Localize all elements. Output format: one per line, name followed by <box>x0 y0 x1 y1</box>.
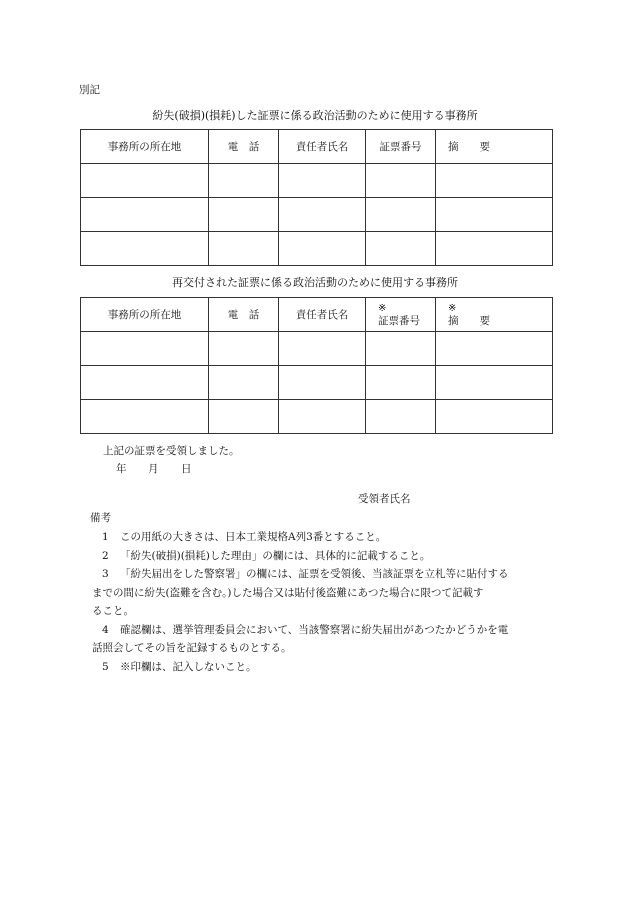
note-number: 2 <box>102 549 109 562</box>
header-summary <box>436 298 553 332</box>
table-cell[interactable] <box>81 198 209 232</box>
date-month-label: 月 <box>148 463 159 475</box>
table-cell[interactable] <box>209 332 279 366</box>
header-location: 事務所の所在地 <box>81 130 209 164</box>
table-cell[interactable] <box>279 332 366 366</box>
table-cell[interactable] <box>81 232 209 266</box>
note-text: この用紙の大きさは、日本工業規格A列3番とすること。 <box>120 531 387 543</box>
table-row <box>81 366 553 400</box>
list-item <box>78 565 558 621</box>
table-cell[interactable] <box>436 366 553 400</box>
table-cell[interactable] <box>279 232 366 266</box>
table-row <box>81 400 553 434</box>
notes-title: 備考 <box>90 512 111 524</box>
header-cert-no: 証票番号 <box>366 130 436 164</box>
notes-list <box>78 528 558 676</box>
note-continuation: ること。 <box>92 605 134 617</box>
table-header-row <box>81 298 553 332</box>
table-cell[interactable] <box>366 332 436 366</box>
reference-mark: ※ <box>448 302 457 314</box>
note-continuation: 話照会してその旨を記録するものとする。 <box>92 642 292 654</box>
table-cell[interactable] <box>81 164 209 198</box>
table-row <box>81 332 553 366</box>
reissued-certificate-table <box>80 297 553 434</box>
header-responsible: 責任者氏名 <box>279 298 366 332</box>
note-continuation: までの間に紛失(盗難を含む。)した場合又は貼付後盗難にあつた場合に限つて記載す <box>92 586 484 599</box>
note-number: 5 <box>102 660 109 673</box>
note-text: 確認欄は、選挙管理委員会において、当該警察署に紛失届出があつたかどうかを電 <box>120 623 509 636</box>
appendix-label: 別記 <box>79 84 100 96</box>
table-cell[interactable] <box>366 198 436 232</box>
table-cell[interactable] <box>436 400 553 434</box>
list-item <box>78 658 558 677</box>
table-cell[interactable] <box>209 164 279 198</box>
table-cell[interactable] <box>366 232 436 266</box>
table-cell[interactable] <box>436 164 553 198</box>
table-cell[interactable] <box>209 198 279 232</box>
note-text: ※印欄は、記入しないこと。 <box>120 660 257 673</box>
header-summary-text: 摘 要 <box>448 314 490 327</box>
table-cell[interactable] <box>436 232 553 266</box>
receipt-statement: 上記の証票を受領しました。 <box>103 445 240 457</box>
table-cell[interactable] <box>81 366 209 400</box>
note-text: 「紛失届出をした警察署」の欄には、証票を受領後、当該証票を立札等に貼付する <box>120 568 509 580</box>
note-number: 1 <box>102 531 109 543</box>
header-cert-no-text: 証票番号 <box>378 314 420 327</box>
table-cell[interactable] <box>279 400 366 434</box>
table-row <box>81 198 553 232</box>
header-cert-no <box>366 298 436 332</box>
note-number: 4 <box>102 623 109 636</box>
table-cell[interactable] <box>209 400 279 434</box>
table-cell[interactable] <box>209 366 279 400</box>
recipient-name-label: 受領者氏名 <box>358 493 411 505</box>
section2-title: 再交付された証票に係る政治活動のために使用する事務所 <box>172 276 458 289</box>
table-cell[interactable] <box>366 400 436 434</box>
header-summary-text: 摘 要 <box>448 141 490 153</box>
table-cell[interactable] <box>279 198 366 232</box>
list-item <box>78 547 558 566</box>
table-row <box>81 232 553 266</box>
note-number: 3 <box>102 568 109 580</box>
header-responsible: 責任者氏名 <box>279 130 366 164</box>
reference-mark: ※ <box>378 302 387 314</box>
table-cell[interactable] <box>81 332 209 366</box>
list-item <box>78 528 558 547</box>
table-cell[interactable] <box>209 232 279 266</box>
table-cell[interactable] <box>366 164 436 198</box>
header-phone: 電 話 <box>209 130 279 164</box>
list-item <box>78 621 558 658</box>
table-cell[interactable] <box>279 164 366 198</box>
table-cell[interactable] <box>279 366 366 400</box>
header-location: 事務所の所在地 <box>81 298 209 332</box>
table-cell[interactable] <box>436 332 553 366</box>
date-year-label: 年 <box>116 463 127 475</box>
table-cell[interactable] <box>436 198 553 232</box>
table-row <box>81 164 553 198</box>
table-header-row <box>81 130 553 164</box>
date-day-label: 日 <box>181 463 192 475</box>
table-cell[interactable] <box>366 366 436 400</box>
table-cell[interactable] <box>81 400 209 434</box>
note-text: 「紛失(破損)(損耗)した理由」の欄には、具体的に記載すること。 <box>120 549 431 562</box>
lost-certificate-table <box>80 129 553 266</box>
header-phone: 電 話 <box>209 298 279 332</box>
section1-title: 紛失(破損)(損耗)した証票に係る政治活動のために使用する事務所 <box>152 109 478 122</box>
header-summary <box>436 130 553 164</box>
